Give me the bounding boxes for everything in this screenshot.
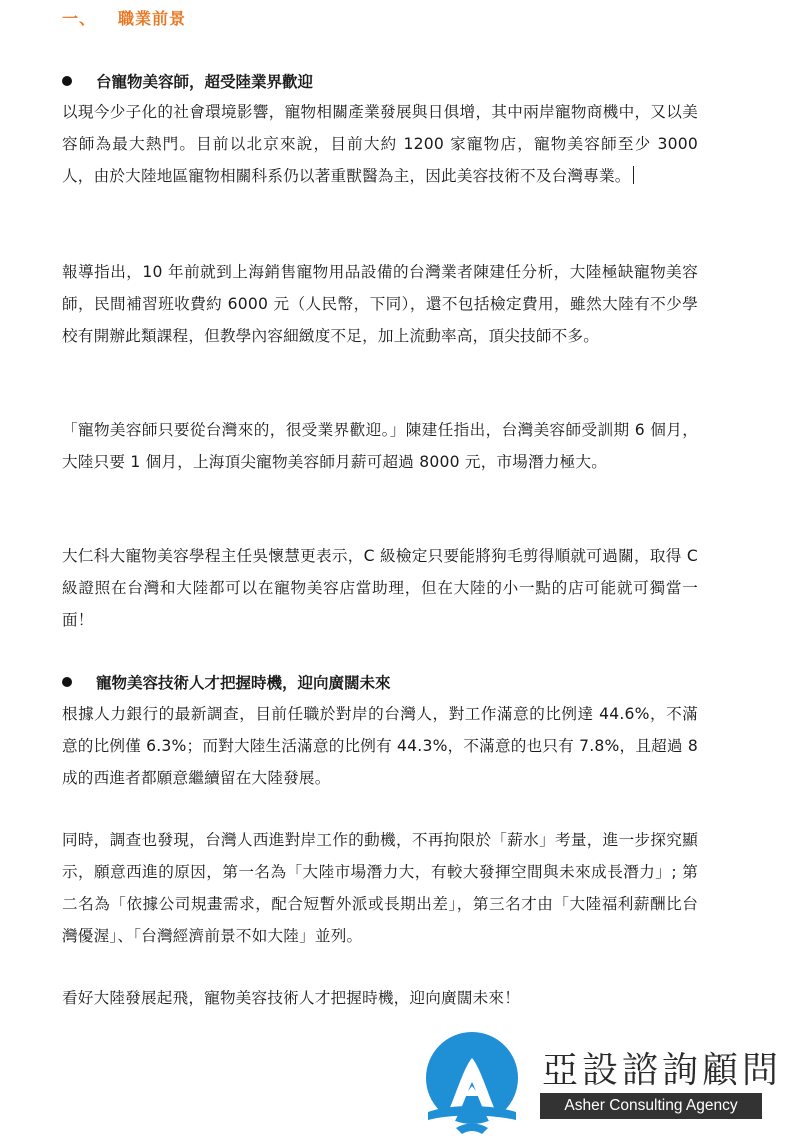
paragraph: 根據人力銀行的最新調查，目前任職於對岸的台灣人，對工作滿意的比例達 44.6%，不滿意的比例僅 6.3%；而對大陸生活滿意的比例有 44.3%，不滿意的也只有 7.8%，且超過 8 成的西進者都願意繼續留在大陸發展。 (62, 705, 698, 787)
text-cursor-icon (633, 166, 634, 184)
paragraph: 報導指出，10 年前就到上海銷售寵物用品設備的台灣業者陳建任分析，大陸極缺寵物美容師，民間補習班收費約 6000 元（人民幣，下同），還不包括檢定費用，雖然大陸有不少學校有開辦此類課程，但教學內容細緻度不足，加上流動率高，頂尖技師不多。 (62, 263, 698, 345)
bullet-heading-2 (62, 672, 391, 694)
paragraph: 看好大陸發展起飛，寵物美容技術人才把握時機，迎向廣闊未來！ (62, 989, 521, 1007)
bullet-dot-icon (62, 76, 72, 86)
logo-mark-icon (420, 1030, 530, 1140)
logo-name-zh: 亞設諮詢顧問 (542, 1050, 783, 1091)
paragraph: 大仁科大寵物美容學程主任吳懷慧更表示，C 級檢定只要能將狗毛剪得順就可過關，取得 C 級證照在台灣和大陸都可以在寵物美容店當助理，但在大陸的小一點的店可能就可獨當一面！ (62, 547, 698, 629)
section-number: 一、 (62, 9, 97, 28)
paragraph: 同時，調查也發現，台灣人西進對岸工作的動機，不再拘限於「薪水」考量，進一步探究顯示，願意西進的原因，第一名為「大陸市場潛力大，有較大發揮空間與未來成長潛力」; 第二名為「依據公司規畫需求，配合短暫外派或長期出差」，第三名才由「大陸福利薪酬比台灣優渥」、「台灣經濟前景不如大陸」並列。 (62, 831, 698, 945)
company-logo (420, 1030, 790, 1140)
section-title-text: 職業前景 (118, 9, 187, 28)
heading-text: 台寵物美容師，超受陸業界歡迎 (96, 73, 314, 91)
paragraph: 「寵物美容師只要從台灣來的，很受業界歡迎。」陳建任指出，台灣美容師受訓期 6 個月，大陸只要 1 個月，上海頂尖寵物美容師月薪可超過 8000 元，市場潛力極大。 (62, 421, 698, 471)
bullet-dot-icon (62, 677, 72, 687)
logo-name-en: Asher Consulting Agency (540, 1093, 762, 1119)
paragraph-text: 以現今少子化的社會環境影響，寵物相關產業發展與日俱增，其中兩岸寵物商機中，又以美容師為最大熱門。目前以北京來說，目前大約 1200 家寵物店，寵物美容師至少 3000 人，由於大陸地區寵物相關科系仍以著重獸醫為主，因此美容技術不及台灣專業。 (62, 103, 698, 185)
section-title (62, 6, 186, 29)
heading-text: 寵物美容技術人才把握時機，迎向廣闊未來 (96, 674, 391, 692)
paragraph (62, 96, 698, 192)
bullet-heading-1 (62, 71, 313, 93)
